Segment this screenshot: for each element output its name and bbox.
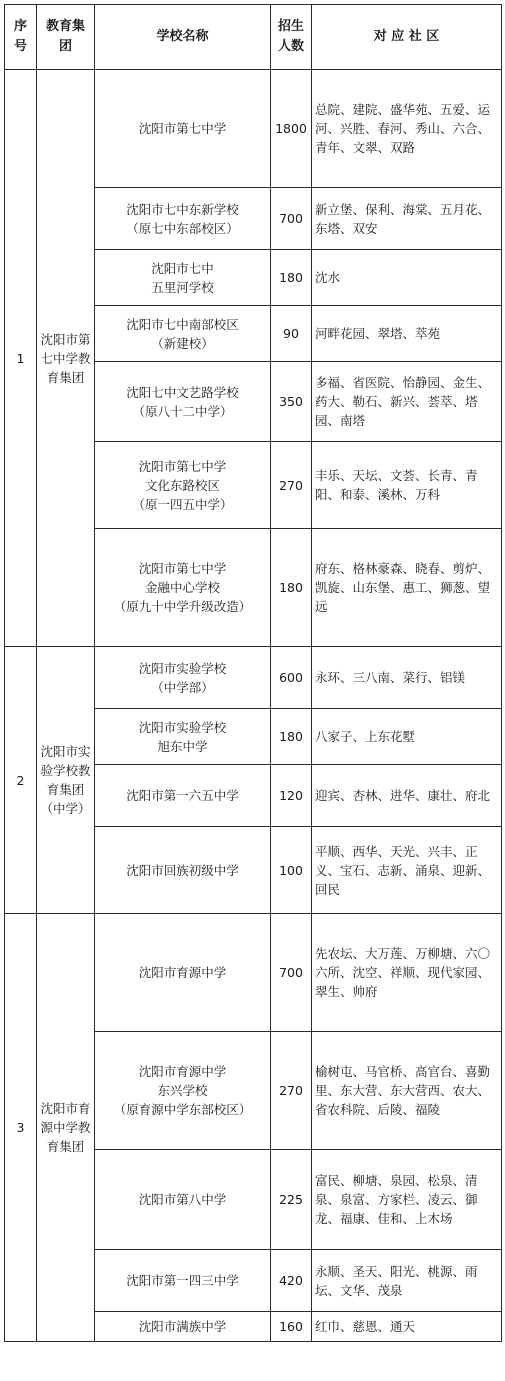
header-index: 序号 xyxy=(5,5,37,70)
community-list: 红巾、慈恩、通天 xyxy=(312,1312,502,1342)
school-name xyxy=(95,827,271,914)
table-row xyxy=(5,914,502,1032)
enrollment-count: 100 xyxy=(271,827,312,914)
school-name-line: （中学部） xyxy=(151,679,214,695)
community-list: 河畔花园、翠塔、萃苑 xyxy=(312,306,502,362)
school-name-line: （原九十中学升级改造） xyxy=(113,599,252,614)
group-index: 2 xyxy=(5,647,37,914)
enrollment-count: 180 xyxy=(271,250,312,306)
school-name-line: 沈阳市回族初级中学 xyxy=(126,862,239,878)
enrollment-count: 180 xyxy=(271,709,312,765)
school-name xyxy=(95,306,271,362)
header-school: 学校名称 xyxy=(95,5,271,70)
school-name-line: 东兴学校 xyxy=(157,1083,208,1098)
table-row xyxy=(5,70,502,188)
school-name-line: （新建校） xyxy=(151,335,214,351)
school-name-line: 金融中心学校 xyxy=(144,580,220,595)
school-name-line: （原育源中学东部校区） xyxy=(113,1102,252,1117)
group-name: 沈阳市育源中学教育集团 xyxy=(37,914,95,1342)
enrollment-table xyxy=(4,4,502,1342)
community-list: 多福、省医院、怡静园、金生、药大、勒石、新兴、荟萃、塔园、南塔 xyxy=(312,362,502,442)
community-list: 八家子、上东花墅 xyxy=(312,709,502,765)
school-name xyxy=(95,442,271,529)
community-list: 府东、格林豪森、晓春、剪炉、凯旋、山东堡、惠工、狮葱、望远 xyxy=(312,529,502,647)
school-name xyxy=(95,709,271,765)
school-name-line: 沈阳市第一四三中学 xyxy=(126,1273,239,1288)
school-name-line: 沈阳市七中 xyxy=(151,260,214,276)
school-name-line: 沈阳市第七中学 xyxy=(138,561,227,576)
enrollment-count: 90 xyxy=(271,306,312,362)
community-list: 迎宾、杏林、进华、康壮、府北 xyxy=(312,765,502,827)
enrollment-count: 180 xyxy=(271,529,312,647)
school-name-line: （原八十二中学） xyxy=(132,403,233,419)
school-name xyxy=(95,250,271,306)
school-name xyxy=(95,1312,271,1342)
school-name-line: 沈阳市实验学校 xyxy=(138,660,227,676)
community-list: 丰乐、天坛、文荟、长青、青阳、和泰、溪林、万科 xyxy=(312,442,502,529)
group-name: 沈阳市实验学校教育集团（中学） xyxy=(37,647,95,914)
table-row xyxy=(5,647,502,709)
school-name-line: （原七中东部校区） xyxy=(126,220,239,236)
header-community: 对 应 社 区 xyxy=(312,5,502,70)
community-list: 新立堡、保利、海棠、五月花、东塔、双安 xyxy=(312,188,502,250)
school-name xyxy=(95,529,271,647)
school-name-line: 沈阳市满族中学 xyxy=(138,1319,227,1334)
enrollment-count: 420 xyxy=(271,1250,312,1312)
school-name-line: 沈阳市第一六五中学 xyxy=(126,788,239,803)
school-name xyxy=(95,188,271,250)
enrollment-count: 270 xyxy=(271,442,312,529)
school-name-line: 沈阳市七中东新学校 xyxy=(126,201,239,217)
school-name-line: （原一四五中学） xyxy=(132,496,233,512)
school-name-line: 文化东路校区 xyxy=(144,477,220,493)
enrollment-count: 700 xyxy=(271,188,312,250)
enrollment-count: 225 xyxy=(271,1150,312,1250)
school-name-line: 沈阳市第八中学 xyxy=(138,1192,227,1207)
school-name-line: 沈阳市实验学校 xyxy=(138,719,227,735)
school-name xyxy=(95,70,271,188)
school-name-line: 沈阳市育源中学 xyxy=(138,1064,227,1079)
community-list: 总院、建院、盛华苑、五爱、运河、兴胜、春河、秀山、六合、青年、文翠、双路 xyxy=(312,70,502,188)
community-list: 永环、三八南、菜行、铝镁 xyxy=(312,647,502,709)
table-body xyxy=(5,5,502,1342)
school-name xyxy=(95,1150,271,1250)
enrollment-count: 700 xyxy=(271,914,312,1032)
community-list: 永顺、圣天、阳光、桃源、雨坛、文华、茂泉 xyxy=(312,1250,502,1312)
school-name xyxy=(95,914,271,1032)
group-name: 沈阳市第七中学教育集团 xyxy=(37,70,95,647)
school-name xyxy=(95,647,271,709)
enrollment-count: 350 xyxy=(271,362,312,442)
enrollment-count: 600 xyxy=(271,647,312,709)
school-name xyxy=(95,1032,271,1150)
school-name-line: 沈阳市七中南部校区 xyxy=(126,316,239,332)
school-name xyxy=(95,1250,271,1312)
community-list: 富民、柳塘、泉园、松泉、清泉、泉富、方家栏、凌云、御龙、福康、佳和、上木场 xyxy=(312,1150,502,1250)
school-name-line: 五里河学校 xyxy=(151,279,214,295)
enrollment-count: 1800 xyxy=(271,70,312,188)
group-index: 1 xyxy=(5,70,37,647)
header-row xyxy=(5,5,502,70)
enrollment-count: 120 xyxy=(271,765,312,827)
group-index: 3 xyxy=(5,914,37,1342)
school-name-line: 沈阳七中文艺路学校 xyxy=(126,384,239,400)
school-name xyxy=(95,362,271,442)
enrollment-count: 270 xyxy=(271,1032,312,1150)
school-name-line: 沈阳市第七中学 xyxy=(138,121,227,136)
school-name-line: 沈阳市育源中学 xyxy=(138,965,227,980)
community-list: 平顺、西华、天光、兴丰、正义、宝石、志新、涌泉、迎新、回民 xyxy=(312,827,502,914)
school-name-line: 旭东中学 xyxy=(157,738,208,754)
enrollment-count: 160 xyxy=(271,1312,312,1342)
community-list: 先农坛、大万莲、万柳塘、六〇六所、沈空、祥顺、现代家园、翠生、帅府 xyxy=(312,914,502,1032)
school-name-line: 沈阳市第七中学 xyxy=(138,458,227,474)
header-count: 招生人数 xyxy=(271,5,312,70)
school-name xyxy=(95,765,271,827)
community-list: 榆树屯、马官桥、高官台、喜勤里、东大营、东大营西、农大、省农科院、后陵、福陵 xyxy=(312,1032,502,1150)
community-list: 沈水 xyxy=(312,250,502,306)
header-group: 教育集团 xyxy=(37,5,95,70)
